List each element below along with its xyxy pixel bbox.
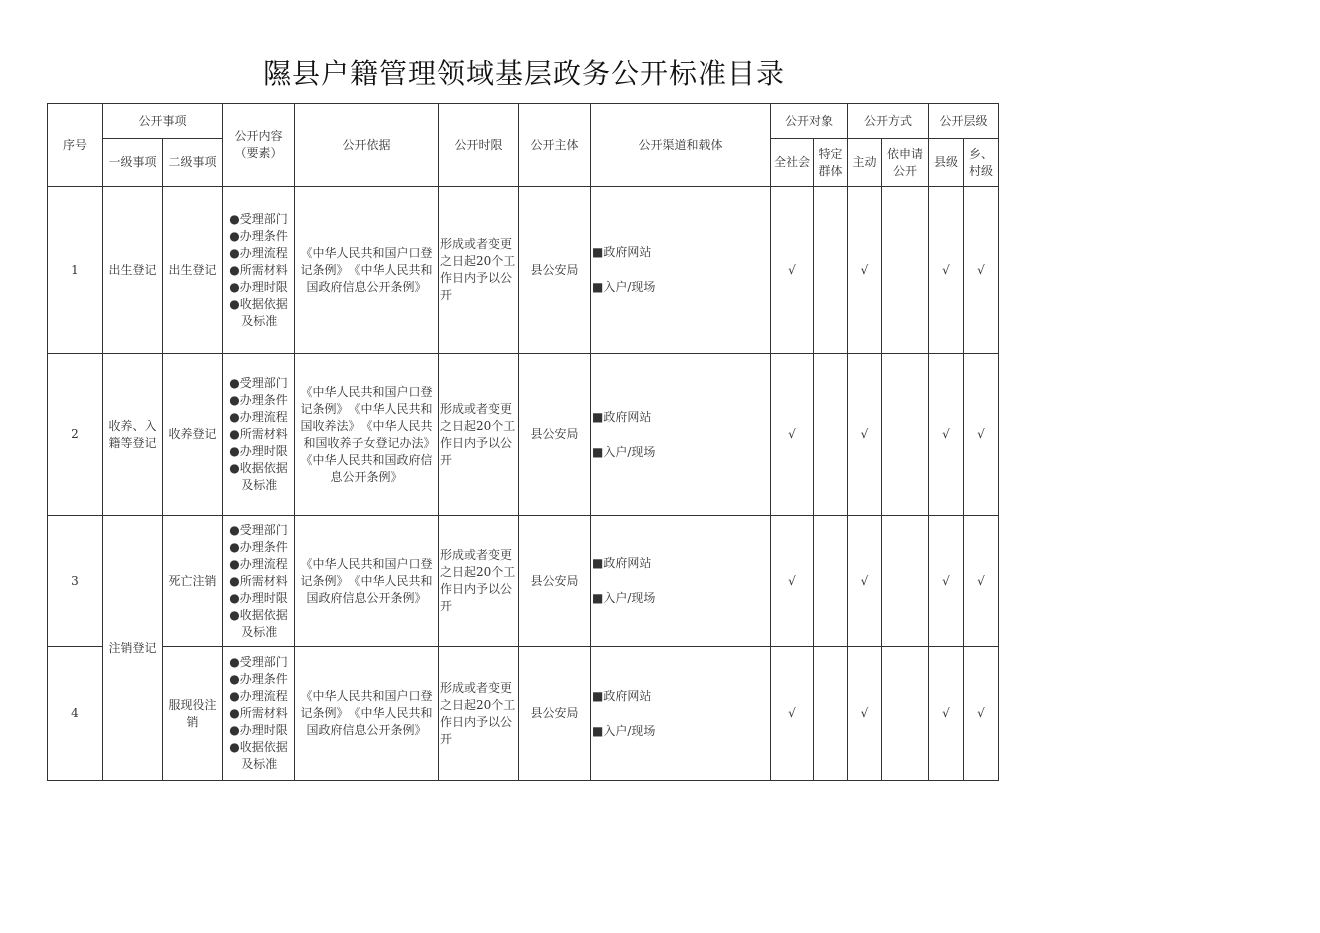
row-basis: 《中华人民共和国户口登记条例》 《中华人民共和国政府信息公开条例》 — [295, 647, 439, 781]
row-level2: 收养登记 — [163, 354, 223, 516]
channel-onsite: ■入户/现场 — [592, 280, 656, 294]
header-target-all: 全社会 — [771, 139, 814, 187]
table-row — [48, 647, 999, 781]
row-level1: 注销登记 — [103, 516, 163, 781]
check-level-town: √ — [964, 354, 999, 516]
row-basis: 《中华人民共和国户口登记条例》 《中华人民共和国政府信息公开条例》 — [295, 516, 439, 647]
channel-onsite: ■入户/现场 — [592, 591, 656, 605]
channel-website: ■政府网站 — [592, 556, 652, 570]
empty-method-apply — [882, 354, 929, 516]
row-channel — [591, 187, 771, 354]
row-subject: 县公安局 — [519, 354, 591, 516]
row-basis: 《中华人民共和国户口登记条例》 《中华人民共和国政府信息公开条例》 — [295, 187, 439, 354]
empty-target-specific — [814, 647, 848, 781]
content-item: ●办理流程 — [229, 245, 288, 260]
table-row — [48, 187, 999, 354]
check-level-town: √ — [964, 516, 999, 647]
check-method-active: √ — [848, 354, 882, 516]
empty-target-specific — [814, 354, 848, 516]
row-seq: 3 — [48, 516, 103, 647]
header-items: 公开事项 — [103, 104, 223, 139]
header-method: 公开方式 — [848, 104, 929, 139]
row-timelimit: 形成或者变更之日起20个工作日内予以公开 — [439, 647, 519, 781]
empty-method-apply — [882, 647, 929, 781]
row-content — [223, 647, 295, 781]
content-item: ●所需材料 — [229, 427, 288, 441]
check-target-all: √ — [771, 516, 814, 647]
row-seq: 4 — [48, 647, 103, 781]
header-level: 公开层级 — [929, 104, 999, 139]
content-item: ●办理时限 — [229, 279, 288, 294]
row-channel — [591, 354, 771, 516]
row-subject: 县公安局 — [519, 516, 591, 647]
empty-method-apply — [882, 516, 929, 647]
header-method-active: 主动 — [848, 139, 882, 187]
content-item: ●办理流程 — [229, 556, 288, 571]
header-timelimit: 公开时限 — [439, 104, 519, 187]
row-timelimit: 形成或者变更之日起20个工作日内予以公开 — [439, 187, 519, 354]
content-item: ●受理部门 — [229, 655, 288, 669]
header-level1: 一级事项 — [103, 139, 163, 187]
page-title: 隰县户籍管理领域基层政务公开标准目录 — [263, 57, 786, 90]
row-content — [223, 187, 295, 354]
header-channel: 公开渠道和载体 — [591, 104, 771, 187]
table-row — [48, 354, 999, 516]
table-row — [48, 516, 999, 647]
content-item: ●所需材料 — [229, 706, 288, 720]
row-subject: 县公安局 — [519, 187, 591, 354]
content-item: ●受理部门 — [229, 211, 288, 226]
empty-target-specific — [814, 516, 848, 647]
check-method-active: √ — [848, 647, 882, 781]
row-seq: 2 — [48, 354, 103, 516]
header-seq: 序号 — [48, 104, 103, 187]
content-item: ●收据依据 — [229, 461, 288, 475]
content-item: ●所需材料 — [229, 573, 288, 588]
empty-target-specific — [814, 187, 848, 354]
content-item: ●办理时限 — [229, 444, 288, 458]
row-level1: 出生登记 — [103, 187, 163, 354]
row-timelimit: 形成或者变更之日起20个工作日内予以公开 — [439, 354, 519, 516]
header-row-1 — [48, 104, 999, 139]
content-item: ●受理部门 — [229, 522, 288, 537]
content-item: ●办理条件 — [229, 539, 288, 554]
content-item: 及标准 — [241, 757, 278, 771]
empty-method-apply — [882, 187, 929, 354]
channel-onsite: ■入户/现场 — [592, 723, 656, 738]
channel-website: ■政府网站 — [592, 409, 652, 424]
check-method-active: √ — [848, 516, 882, 647]
check-target-all: √ — [771, 647, 814, 781]
content-item: ●收据依据 — [229, 296, 288, 311]
channel-website: ■政府网站 — [592, 688, 652, 703]
check-level-county: √ — [929, 187, 964, 354]
row-seq: 1 — [48, 187, 103, 354]
check-level-county: √ — [929, 516, 964, 647]
content-item: ●收据依据 — [229, 740, 288, 754]
row-level2: 死亡注销 — [163, 516, 223, 647]
row-level2: 出生登记 — [163, 187, 223, 354]
header-content: 公开内容（要素） — [223, 104, 295, 187]
check-level-town: √ — [964, 187, 999, 354]
content-item: ●办理流程 — [229, 689, 288, 703]
check-level-town: √ — [964, 647, 999, 781]
content-item: 及标准 — [241, 313, 278, 328]
content-item: ●所需材料 — [229, 262, 288, 277]
check-method-active: √ — [848, 187, 882, 354]
header-target: 公开对象 — [771, 104, 848, 139]
content-item: ●办理条件 — [229, 228, 288, 243]
row-level1: 收养、入籍等登记 — [103, 354, 163, 516]
header-level2: 二级事项 — [163, 139, 223, 187]
header-target-specific: 特定群体 — [814, 139, 848, 187]
content-item: ●办理条件 — [229, 393, 288, 407]
row-channel — [591, 647, 771, 781]
row-channel — [591, 516, 771, 647]
channel-onsite: ■入户/现场 — [592, 444, 656, 459]
content-item: ●办理流程 — [229, 410, 288, 424]
content-item: 及标准 — [241, 478, 278, 492]
check-target-all: √ — [771, 187, 814, 354]
row-content — [223, 516, 295, 647]
check-level-county: √ — [929, 647, 964, 781]
content-item: ●办理时限 — [229, 723, 288, 737]
row-content — [223, 354, 295, 516]
row-timelimit: 形成或者变更之日起20个工作日内予以公开 — [439, 516, 519, 647]
check-level-county: √ — [929, 354, 964, 516]
row-subject: 县公安局 — [519, 647, 591, 781]
channel-website: ■政府网站 — [592, 245, 652, 259]
check-target-all: √ — [771, 354, 814, 516]
content-item: 及标准 — [241, 624, 278, 639]
row-level2: 服现役注销 — [163, 647, 223, 781]
content-item: ●办理条件 — [229, 672, 288, 686]
header-level-town: 乡、村级 — [964, 139, 999, 187]
content-item: ●受理部门 — [229, 376, 288, 390]
content-item: ●收据依据 — [229, 607, 288, 622]
header-basis: 公开依据 — [295, 104, 439, 187]
content-item: ●办理时限 — [229, 590, 288, 605]
row-basis: 《中华人民共和国户口登记条例》 《中华人民共和国收养法》 《中华人民共和国收养子女登记办法》 《中华人民共和国政府信息公开条例》 — [295, 354, 439, 516]
header-level-county: 县级 — [929, 139, 964, 187]
header-method-apply: 依申请公开 — [882, 139, 929, 187]
header-subject: 公开主体 — [519, 104, 591, 187]
directory-table — [47, 103, 999, 781]
